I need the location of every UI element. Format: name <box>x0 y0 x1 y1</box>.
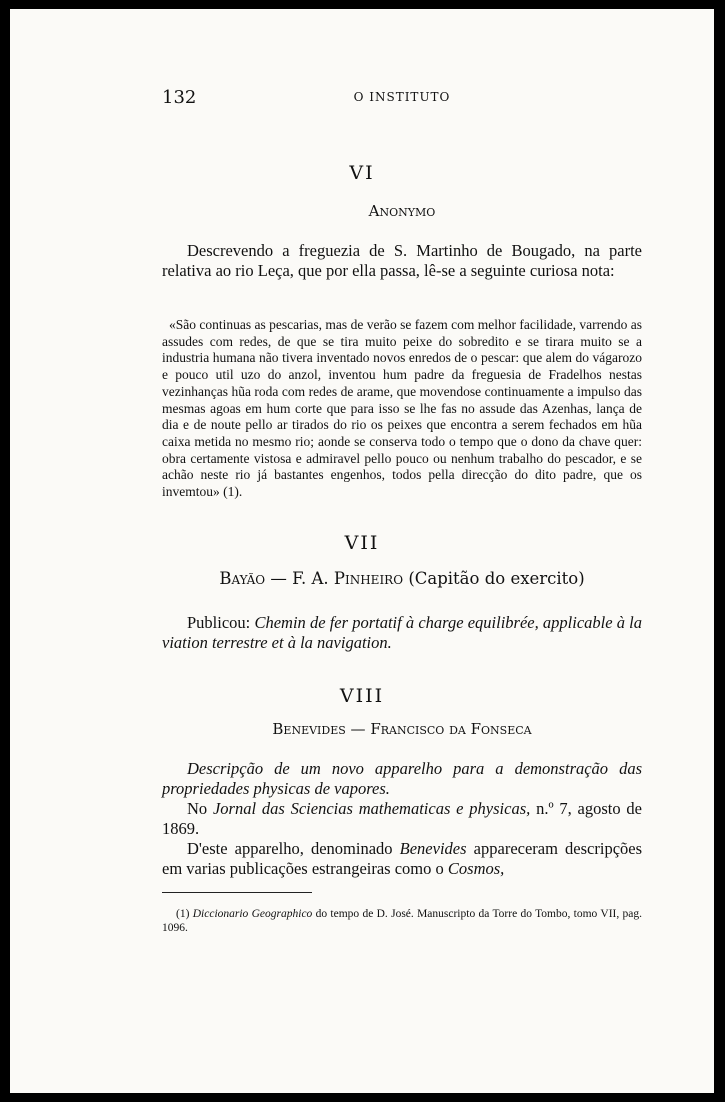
section-vii-numeral: VII <box>344 532 380 554</box>
description-middle: appareceram descripções em varias publicações estrangeiras como o <box>162 839 643 878</box>
section-vii-author-name: Bayão — F. A. Pinheiro <box>219 569 404 588</box>
book-page <box>10 9 714 1093</box>
page-content <box>10 9 714 1093</box>
running-title: O INSTITUTO <box>353 90 451 104</box>
section-vi-author: Anonymo <box>368 202 436 220</box>
apparatus-name: Benevides <box>399 839 467 858</box>
section-viii-author: Benevides — Francisco da Fonseca <box>272 720 532 738</box>
section-viii-title: Descripção de um novo apparelho para a demonstração das propriedades physicas de vapores. <box>162 759 642 798</box>
section-vi-numeral: VI <box>349 162 375 184</box>
page-number: 132 <box>162 87 197 108</box>
footnote-text: do tempo de D. José. Manuscripto da Torre do Tombo, tomo VII, pag. 1096. <box>162 908 643 934</box>
section-viii-numeral: VIII <box>339 685 385 707</box>
section-vii-author-note: (Capitão do exercito) <box>408 569 585 588</box>
footnote-source: Diccionario Geographico <box>192 908 313 920</box>
section-viii-journal <box>162 799 642 839</box>
publication-label: Publicou: <box>187 613 251 632</box>
journal-issue: n.º 7, agosto de 1869. <box>162 799 642 838</box>
page-header <box>162 87 642 111</box>
footnote-rule <box>162 892 312 893</box>
publication-title: Chemin de fer portatif à charge equilibrée, applicable à la viation terrestre et à la navigation. <box>162 613 643 652</box>
section-viii-description <box>162 839 642 879</box>
cosmos-title: Cosmos, <box>447 859 505 878</box>
description-prefix: D'este apparelho, denominado <box>187 839 393 858</box>
journal-prefix: No <box>187 799 208 818</box>
section-vi-quote: «São continuas as pescarias, mas de verão se fazem com melhor facilidade, varrendo as assudes com redes, de que se tira muito peixe do sobredito e se tirara muito se a industria humana não tivera inventado novos enredos de o pescar: que alem do vágarozo e pouco util uzo do anzol, inventou hum padre da freguesia de Fradelhos nestas vezinhanças hũa roda com redes de arame, que movendose continuamente a impulso das mesmas agoas em hum corte que para isso se lhe fas no assude das Azenhas, lança de dia e de noute pello ar tirados do rio os peixes que encontra a serem fechados em hũa caixa metida no mesmo rio; aonde se conserva todo o tempo que o dono da chave quer: obra certamente vistosa e admiravel pello pouco ou nenhum trabalho do pescador, e se achão neste rio já bastantes engenhos, todos pella direcção do dito padre, que os invemtou» (1). <box>162 317 642 500</box>
section-vii-author <box>162 569 642 588</box>
journal-name: Jornal das Sciencias mathematicas e physicas, <box>212 799 531 818</box>
section-vii-publication <box>162 613 642 653</box>
footnote-marker: (1) <box>176 908 190 920</box>
section-vi-intro: Descrevendo a freguezia de S. Martinho de Bougado, na parte relativa ao rio Leça, que por ella passa, lê-se a seguinte curiosa nota: <box>162 241 642 280</box>
footnote <box>162 907 642 935</box>
